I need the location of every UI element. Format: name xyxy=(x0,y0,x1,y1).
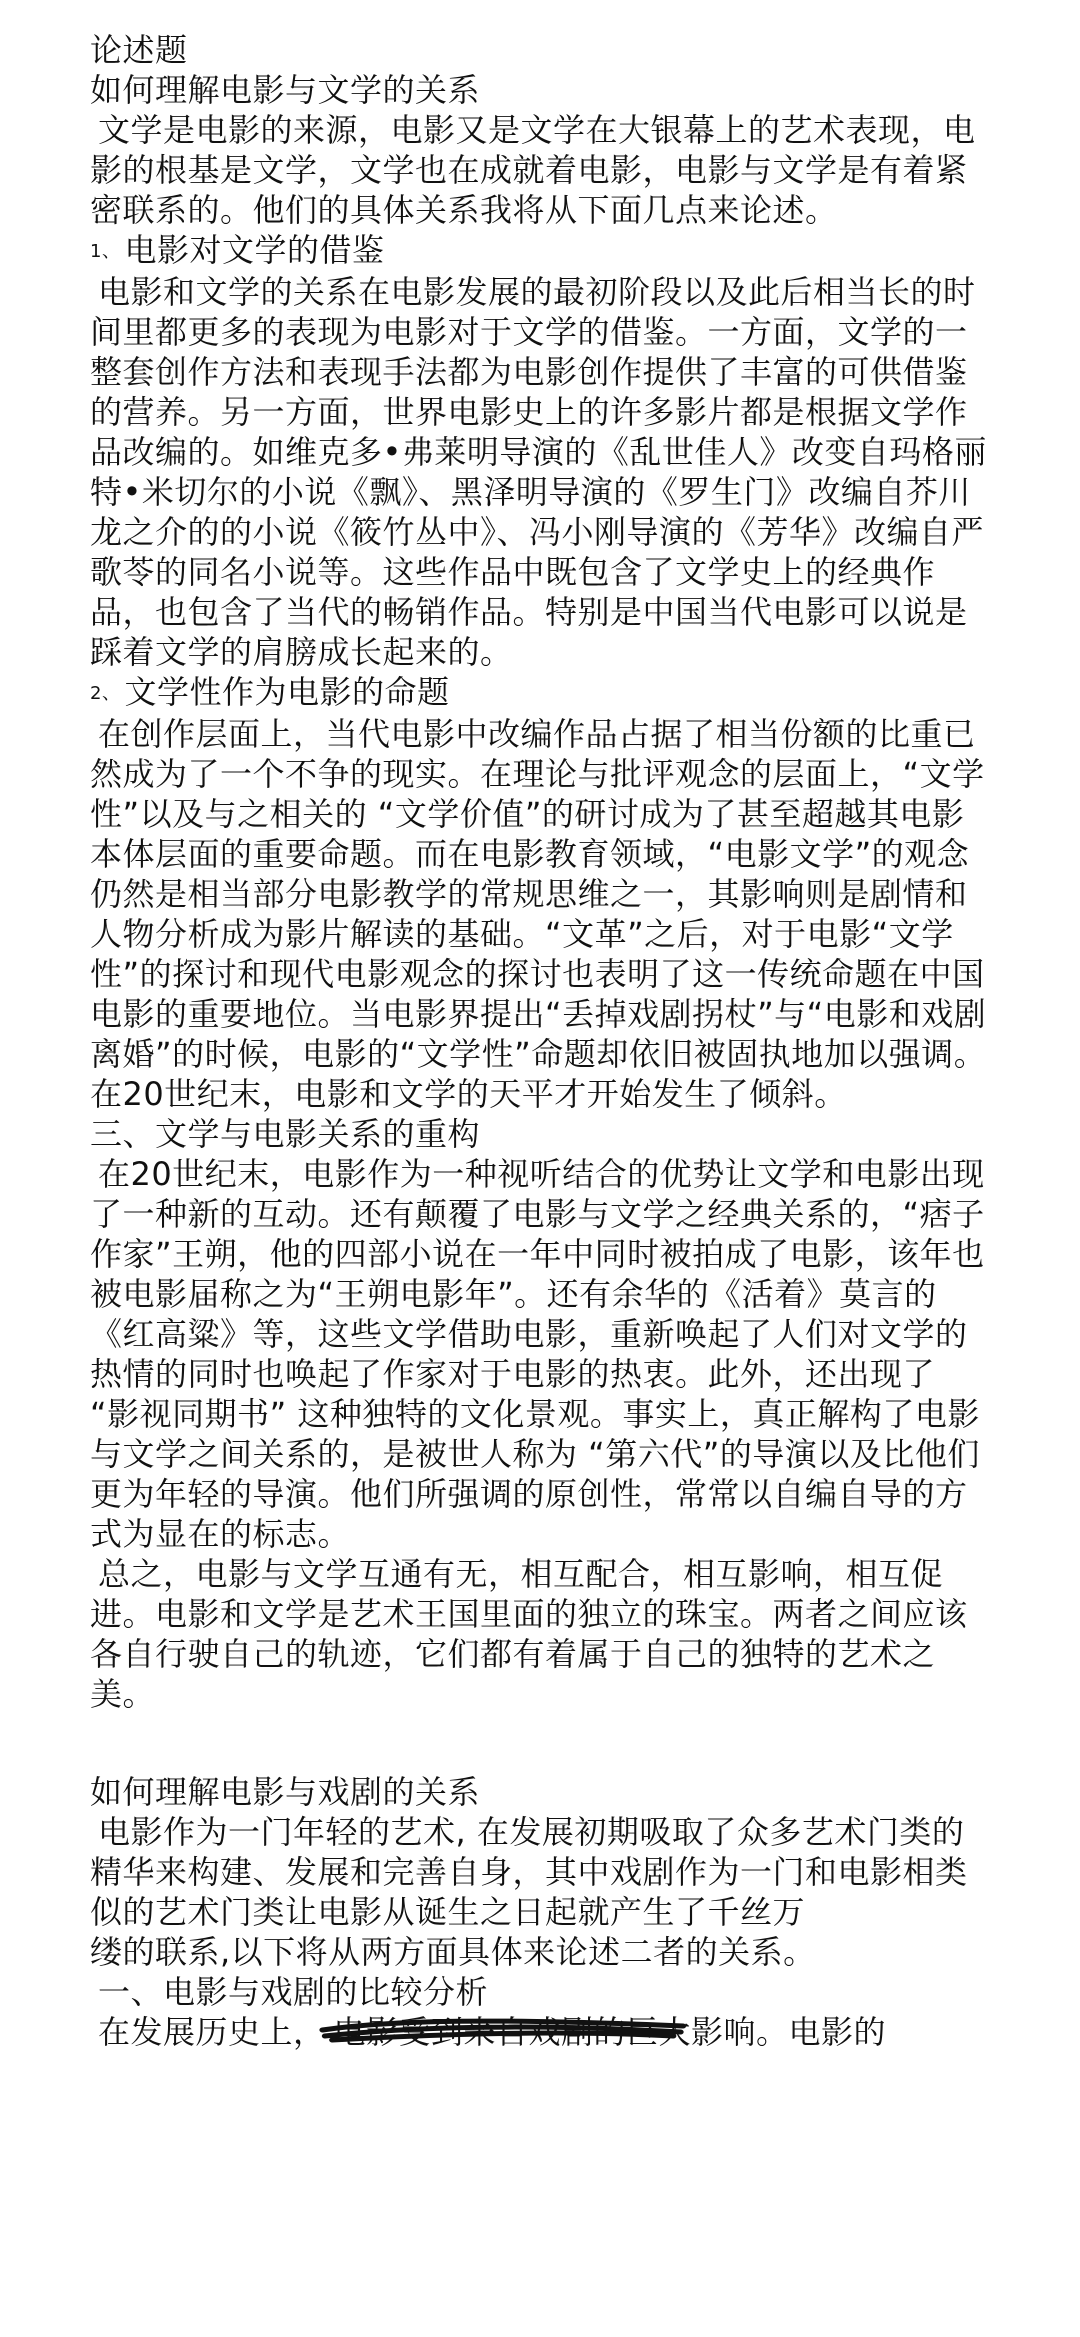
topic2-section1-title: 一、电影与戏剧的比较分析 xyxy=(98,1973,489,2011)
section2-number: 2、 xyxy=(90,683,121,704)
topic2-last-line xyxy=(90,2012,990,2052)
section1-number: 1、 xyxy=(90,241,121,262)
topic2-title: 如何理解电影与戏剧的关系 xyxy=(90,1773,481,1811)
scribbled-text xyxy=(326,2012,692,2052)
topic1-intro: 文学是电影的来源，电影又是文学在大银幕上的艺术表现，电影的根基是文学，文学也在成就着电影，电影与文学是有着紧密联系的。他们的具体关系我将从下面几点来论述。 xyxy=(90,111,976,229)
topic2-intro-a: 电影作为一门年轻的艺术, 在发展初期吸取了众多艺术门类的精华来构建、发展和完善自身，其中戏剧作为一门和电影相类似的艺术门类让电影从诞生之日起就产生了千丝万 xyxy=(90,1813,968,1931)
section1-text: 电影和文学的关系在电影发展的最初阶段以及此后相当长的时间里都更多的表现为电影对于文学的借鉴。一方面，文学的一整套创作方法和表现手法都为电影创作提供了丰富的可供借鉴的营养。另一方面，世界电影史上的许多影片都是根据文学作品改编的。如维克多•弗莱明导演的《乱世佳人》改变自玛格丽特•米切尔的小说《飘》、黑泽明导演的《罗生门》改编自芥川龙之介的的小说《筱竹丛中》、冯小刚导演的《芳华》改编自严歌苓的同名小说等。这些作品中既包含了文学史上的经典作品，也包含了当代的畅销作品。特别是中国当代电影可以说是踩着文学的肩膀成长起来的。 xyxy=(90,273,987,671)
topic1-title: 如何理解电影与文学的关系 xyxy=(90,71,481,109)
section1-heading xyxy=(90,230,990,272)
document-body xyxy=(90,30,990,2052)
last-line-prefix: 在发展历史上， xyxy=(98,2013,326,2051)
section2-title: 文学性作为电影的命题 xyxy=(124,673,450,711)
section3-text: 在20世纪末，电影作为一种视听结合的优势让文学和电影出现了一种新的互动。还有颠覆了电影与文学之经典关系的，“痞子作家”王朔，他的四部小说在一年中同时被拍成了电影，该年也被电影届称之为“王朔电影年”。还有余华的《活着》莫言的《红高粱》等，这些文学借助电影，重新唤起了人们对文学的热情的同时也唤起了作家对于电影的热衷。此外，还出现了 “影视同期书” 这种独特的文化景观。事实上，真正解构了电影与文学之间关系的，是被世人称为 “第六代”的导演以及比他们更为年轻的导演。他们所强调的原创性，常常以自编自导的方式为显在的标志。 xyxy=(90,1155,985,1553)
topic2-intro-b: 缕的联系,以下将从两方面具体来论述二者的关系。 xyxy=(90,1933,816,1971)
last-line-suffix: 影响。电影的 xyxy=(691,2013,887,2051)
conclusion-text: 总之，电影与文学互通有无，相互配合，相互影响，相互促进。电影和文学是艺术王国里面的独立的珠宝。两者之间应该各自行驶自己的轨迹，它们都有着属于自己的独特的艺术之美。 xyxy=(90,1555,968,1713)
section3-title: 三、文学与电影关系的重构 xyxy=(90,1115,481,1153)
section1-title: 电影对文学的借鉴 xyxy=(124,231,385,269)
section2-heading xyxy=(90,672,990,714)
blank-gap xyxy=(90,1714,990,1772)
heading: 论述题 xyxy=(90,31,188,69)
section2-text: 在创作层面上，当代电影中改编作品占据了相当份额的比重已然成为了一个不争的现实。在理论与批评观念的层面上，“文学性”以及与之相关的 “文学价值”的研讨成为了甚至超越其电影本体层面的重要命题。而在电影教育领域，“电影文学”的观念仍然是相当部分电影教学的常规思维之一，其影响则是剧情和人物分析成为影片解读的基础。“文革”之后，对于电影“文学性”的探讨和现代电影观念的探讨也表明了这一传统命题在中国电影的重要地位。当电影界提出“丢掉戏剧拐杖”与“电影和戏剧离婚”的时候，电影的“文学性”命题却依旧被固执地加以强调。在20世纪末，电影和文学的天平才开始发生了倾斜。 xyxy=(90,715,987,1113)
scribble-mark-icon xyxy=(320,2016,686,2048)
scribbled-words: 电影受到来自戏剧的巨大 xyxy=(333,2013,692,2051)
